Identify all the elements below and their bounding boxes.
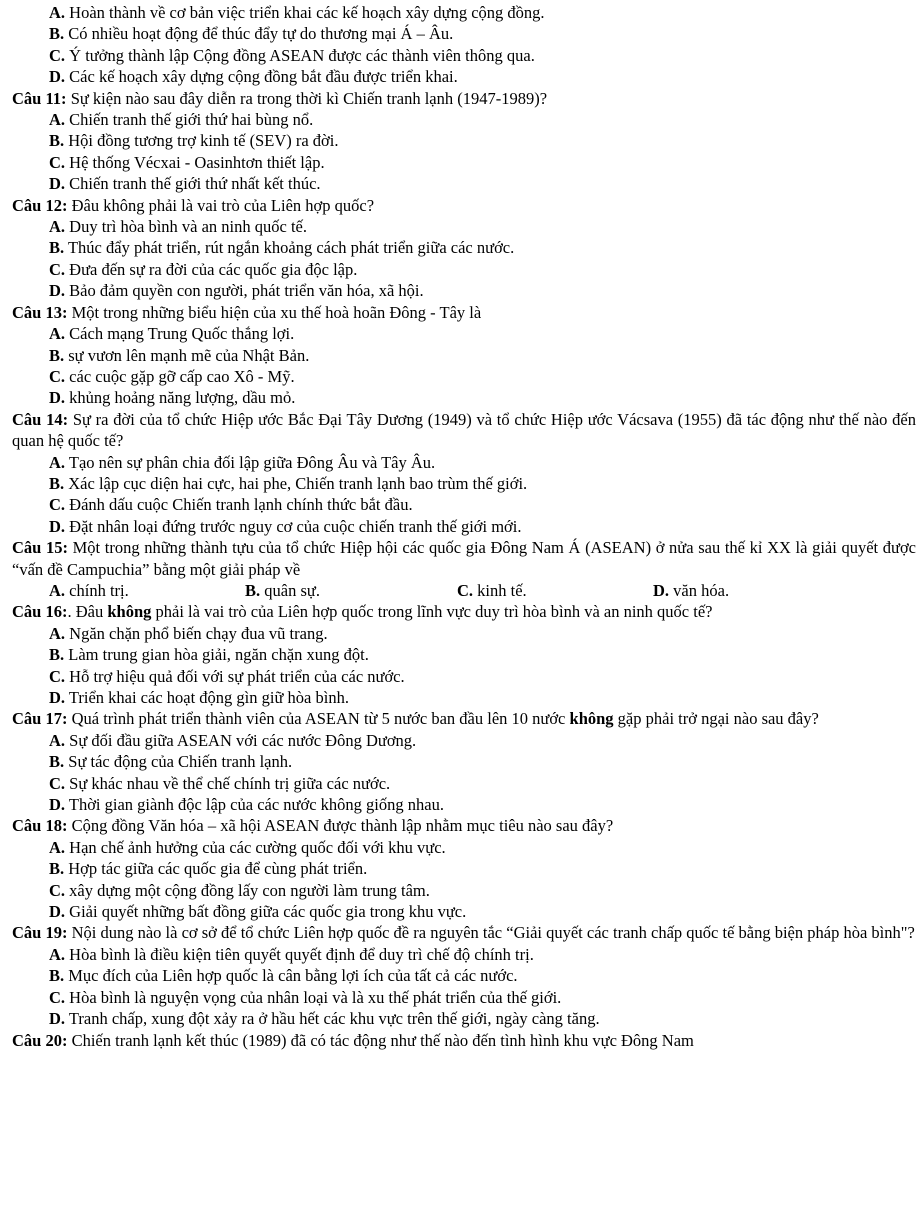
option-b: B. Hợp tác giữa các quốc gia để cùng phát triển. [49,859,368,879]
option-d: D. Chiến tranh thế giới thứ nhất kết thúc. [49,174,321,194]
option-a: A. chính trị. [49,580,129,600]
option-b: B. Hội đồng tương trợ kinh tế (SEV) ra đời. [49,131,339,151]
option-b: B. quân sự. [245,580,320,600]
option-b: B. Làm trung gian hòa giải, ngăn chặn xung đột. [49,645,369,665]
question-stem: Câu 17: Quá trình phát triển thành viên của ASEAN từ 5 nước ban đầu lên 10 nước không gặp phải trở ngại nào sau đây? [12,709,819,729]
option-d: D. Tranh chấp, xung đột xảy ra ở hầu hết các khu vực trên thế giới, ngày càng tăng. [49,1009,600,1029]
question-14 [12,409,916,537]
option-c: C. Đưa đến sự ra đời của các quốc gia độc lập. [49,259,358,279]
option-d: D. Bảo đảm quyền con người, phát triển văn hóa, xã hội. [49,281,424,301]
question-stem: Câu 11: Sự kiện nào sau đây diễn ra trong thời kì Chiến tranh lạnh (1947-1989)? [12,88,548,108]
option-c: C. Ý tưởng thành lập Cộng đồng ASEAN được các thành viên thông qua. [49,45,535,65]
option-b: B. Xác lập cục diện hai cực, hai phe, Chiến tranh lạnh bao trùm thế giới. [49,473,528,493]
option-b: B. Thúc đẩy phát triển, rút ngắn khoảng cách phát triển giữa các nước. [49,238,515,258]
option-c: C. Hệ thống Vécxai - Oasinhtơn thiết lập. [49,152,325,172]
option-a: A. Hòa bình là điều kiện tiên quyết quyết định để duy trì chế độ chính trị. [49,944,534,964]
question-stem: Câu 18: Cộng đồng Văn hóa – xã hội ASEAN được thành lập nhằm mục tiêu nào sau đây? [12,816,614,836]
option-a: A. Sự đối đầu giữa ASEAN với các nước Đông Dương. [49,730,417,750]
question-15 [12,537,916,601]
question-stem: Câu 14: Sự ra đời của tổ chức Hiệp ước Bắc Đại Tây Dương (1949) và tổ chức Hiệp ước Vácsava (1955) đã tác động như thế nào đến quan hệ quốc tế? [12,409,916,451]
option-d: D. Thời gian giành độc lập của các nước không giống nhau. [49,795,444,815]
question-11 [12,88,916,195]
question-stem: Câu 20: Chiến tranh lạnh kết thúc (1989) đã có tác động như thế nào đến tình hình khu vực Đông Nam [12,1030,694,1050]
option-c: C. Hòa bình là nguyện vọng của nhân loại và là xu thế phát triển của thế giới. [49,987,562,1007]
option-a: A. Cách mạng Trung Quốc thắng lợi. [49,324,295,344]
options-row [12,580,916,601]
option-a: A. Chiến tranh thế giới thứ hai bùng nổ. [49,110,314,130]
option-b: B. Sự tác động của Chiến tranh lạnh. [49,752,293,772]
option-c: C. các cuộc gặp gỡ cấp cao Xô - Mỹ. [49,366,295,386]
option-a: A. Ngăn chặn phổ biến chạy đua vũ trang. [49,623,328,643]
question-12 [12,195,916,302]
question-17 [12,708,916,815]
question-20 [12,1030,916,1051]
question-10-options [12,2,916,88]
option-a: A. Duy trì hòa bình và an ninh quốc tế. [49,217,307,237]
question-stem: Câu 15: Một trong những thành tựu của tổ chức Hiệp hội các quốc gia Đông Nam Á (ASEAN) ở nửa sau thế kỉ XX là giải quyết được “vấn đề Campuchia” bằng một giải pháp về [12,538,917,579]
option-a: A. Hoàn thành về cơ bản việc triển khai các kế hoạch xây dựng cộng đồng. [49,3,545,22]
question-stem: Câu 19: Nội dung nào là cơ sở để tổ chức Liên hợp quốc đề ra nguyên tắc “Giải quyết các tranh chấp quốc tế bằng biện pháp hòa bình"? [12,923,915,943]
option-d: D. Các kế hoạch xây dựng cộng đồng bắt đầu được triển khai. [49,67,458,87]
option-c: C. xây dựng một cộng đồng lấy con người làm trung tâm. [49,880,430,900]
option-b: B. sự vươn lên mạnh mẽ của Nhật Bản. [49,345,310,365]
question-stem: Câu 13: Một trong những biểu hiện của xu thế hoà hoãn Đông - Tây là [12,302,482,322]
question-stem: Câu 16:. Đâu không phải là vai trò của Liên hợp quốc trong lĩnh vực duy trì hòa bình và an ninh quốc tế? [12,602,713,622]
question-stem: Câu 12: Đâu không phải là vai trò của Liên hợp quốc? [12,195,375,215]
option-c: C. Hỗ trợ hiệu quả đối với sự phát triển của các nước. [49,666,405,686]
option-a: A. Tạo nên sự phân chia đối lập giữa Đông Âu và Tây Âu. [49,452,436,472]
option-c: C. Đánh dấu cuộc Chiến tranh lạnh chính thức bắt đầu. [49,495,413,515]
option-d: D. khủng hoảng năng lượng, dầu mỏ. [49,388,296,408]
option-a: A. Hạn chế ảnh hưởng của các cường quốc đối với khu vực. [49,837,446,857]
option-d: D. Đặt nhân loại đứng trước nguy cơ của cuộc chiến tranh thế giới mới. [49,516,522,536]
question-18 [12,815,916,922]
option-d: D. văn hóa. [653,580,730,600]
option-b: B. Mục đích của Liên hợp quốc là cân bằng lợi ích của tất cả các nước. [49,966,518,986]
question-13 [12,302,916,409]
option-c: C. Sự khác nhau về thể chế chính trị giữa các nước. [49,773,391,793]
option-d: D. Giải quyết những bất đồng giữa các quốc gia trong khu vực. [49,902,467,922]
option-c: C. kinh tế. [457,580,527,600]
option-d: D. Triển khai các hoạt động gìn giữ hòa bình. [49,688,349,707]
question-19 [12,922,916,1029]
option-b: B. Có nhiều hoạt động để thúc đẩy tự do thương mại Á – Âu. [49,24,454,44]
question-16 [12,601,916,708]
